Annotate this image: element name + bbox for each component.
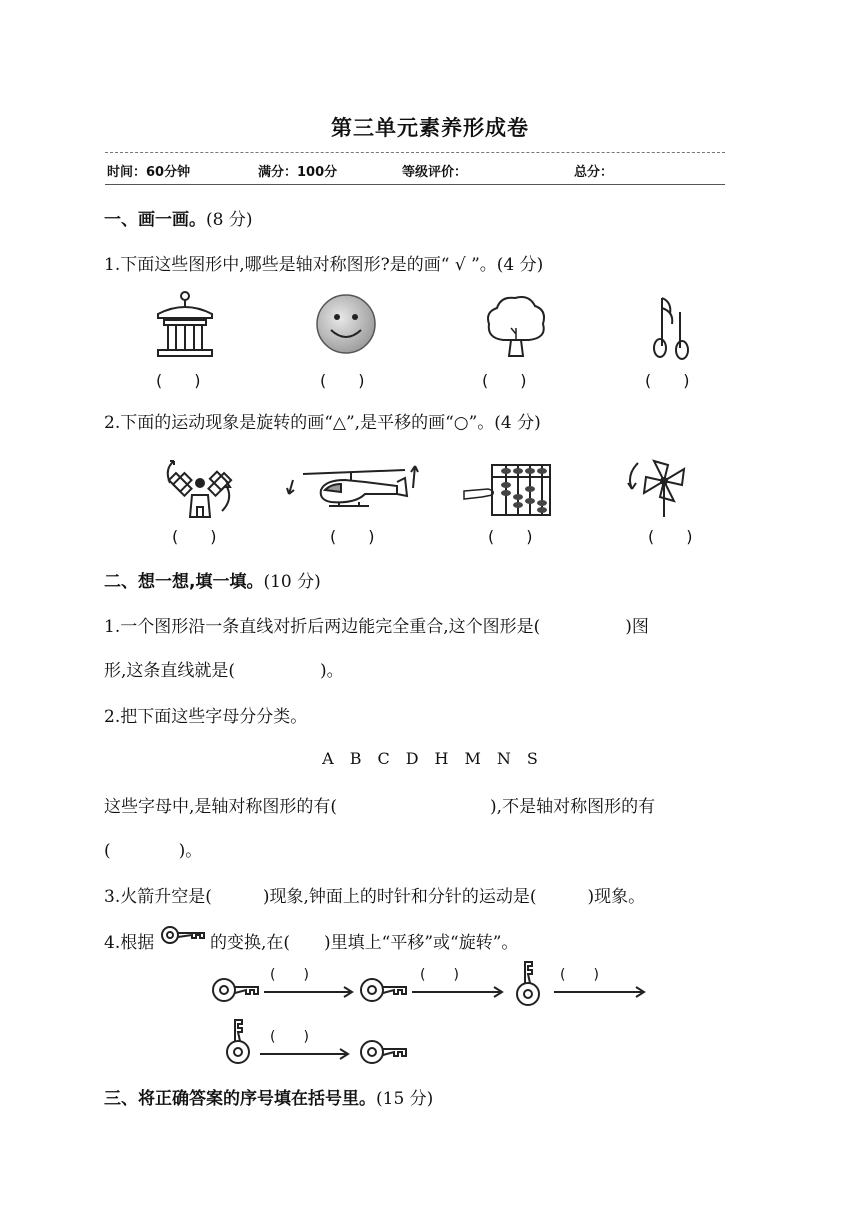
section-1-label: 一、画一画。 [104, 210, 206, 230]
question-2-2-line-2: ( )。 [104, 841, 203, 861]
section-3-label: 三、将正确答案的序号填在括号里。 [104, 1089, 376, 1109]
full-score-label: 满分：100分 [258, 165, 338, 180]
pavilion-icon [150, 290, 220, 362]
key-answer-paren-4[interactable]: ( ) [270, 1029, 309, 1045]
question-2-1-line-1: 1.一个图形沿一条直线对折后两边能完全重合,这个图形是( )图 [104, 617, 649, 637]
answer-paren-8[interactable]: ( ) [648, 527, 693, 546]
answer-paren-6[interactable]: ( ) [330, 527, 375, 546]
time-label: 时间：60分钟 [107, 165, 191, 180]
key-vertical-icon [517, 962, 539, 1005]
key-horizontal-icon-3 [361, 1041, 406, 1063]
section-3-points: (15 分) [376, 1089, 434, 1109]
key-horizontal-icon-2 [361, 979, 406, 1001]
key-answer-paren-2[interactable]: ( ) [420, 967, 459, 983]
answer-paren-4[interactable]: ( ) [645, 371, 690, 390]
music-note-icon [650, 292, 698, 360]
tree-icon [483, 292, 549, 360]
section-2-label: 二、想一想,填一填。 [104, 572, 264, 592]
header-divider-solid [105, 184, 725, 185]
page-title: 第三单元素养形成卷 [331, 116, 529, 140]
answer-paren-7[interactable]: ( ) [488, 527, 533, 546]
header-divider-dashed [105, 152, 725, 153]
section-3-heading [104, 1084, 433, 1109]
section-1-heading [104, 205, 252, 230]
question-1-2: 2.下面的运动现象是旋转的画“△”,是平移的画“○”。(4 分) [104, 413, 541, 433]
answer-paren-2[interactable]: ( ) [320, 371, 365, 390]
helicopter-icon [285, 460, 425, 512]
question-2-3: 3.火箭升空是( )现象,钟面上的时针和分针的运动是( )现象。 [104, 887, 646, 907]
windmill-icon [160, 455, 240, 519]
answer-paren-5[interactable]: ( ) [172, 527, 217, 546]
section-2-points: (10 分) [263, 572, 321, 592]
answer-paren-1[interactable]: ( ) [156, 371, 201, 390]
question-1-1: 1.下面这些图形中,哪些是轴对称图形?是的画“ √ ”。(4 分) [104, 255, 544, 275]
total-label: 总分： [574, 165, 614, 180]
question-2-4-prefix: 4.根据 [104, 933, 155, 953]
answer-paren-3[interactable]: ( ) [482, 371, 527, 390]
key-icon [160, 924, 208, 946]
question-2-2-line-1: 这些字母中,是轴对称图形的有( ),不是轴对称图形的有 [104, 797, 656, 817]
key-answer-paren-3[interactable]: ( ) [560, 967, 599, 983]
pinwheel-icon [624, 455, 702, 519]
key-vertical-icon-2 [227, 1020, 249, 1063]
grade-label: 等级评价： [402, 165, 468, 180]
key-horizontal-icon [213, 979, 258, 1001]
abacus-icon [462, 463, 554, 519]
question-2-1-line-2: 形,这条直线就是( )。 [104, 661, 344, 681]
question-2-4-suffix: 的变换,在( )里填上“平移”或“旋转”。 [210, 933, 519, 953]
letters-row: A B C D H M N S [322, 749, 538, 768]
section-2-heading [104, 567, 321, 592]
section-1-points: (8 分) [206, 210, 253, 230]
question-2-2: 2.把下面这些字母分分类。 [104, 707, 308, 727]
key-answer-paren-1[interactable]: ( ) [270, 967, 309, 983]
smiley-icon [314, 292, 378, 356]
